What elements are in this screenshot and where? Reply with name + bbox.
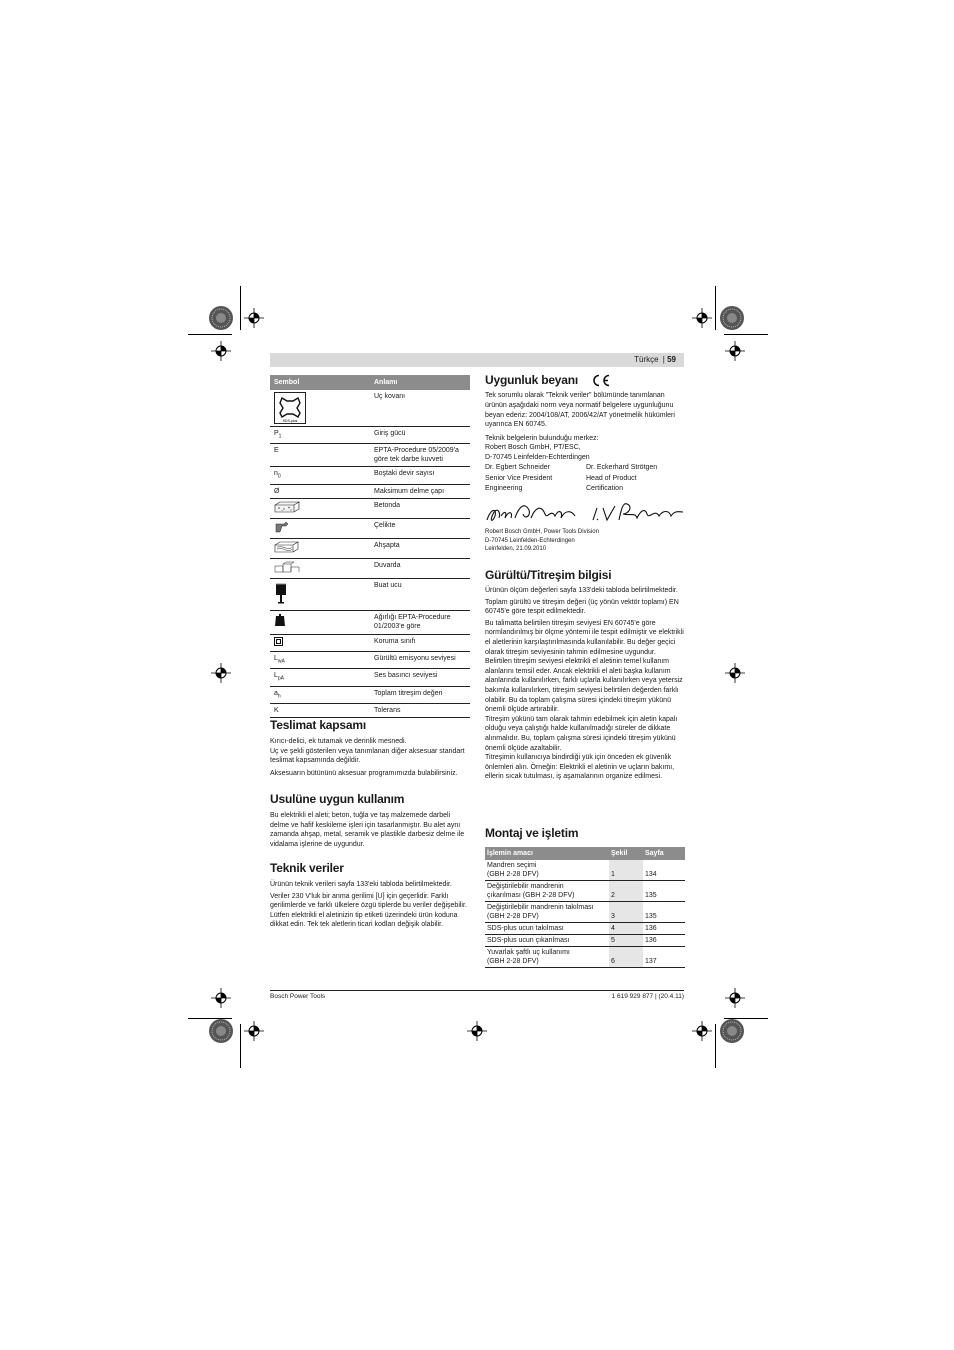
symbol-meaning: Boştaki devir sayısı (370, 467, 470, 484)
crosshair-mark-icon (692, 308, 712, 328)
signature-image (485, 498, 685, 528)
crosshair-mark-icon (725, 341, 745, 361)
tech-data-section (270, 861, 470, 930)
crosshair-mark-icon (211, 341, 231, 361)
paragraph: Lütfen elektrikli el aletinizin tip etiketi üzerindeki ürün koduna dikkat edin. Tek tek aletlerin ticari kodları değişik olabilir. (270, 911, 458, 929)
paragraph: Tek sorumlu olarak "Teknik veriler" bölümünde tanımlanan ürünün aşağıdaki norm veya normatif belgelere uygunluğunu beyan ederiz: 2004/108/AT, 2006/42/AT yönetmelik hükümleri uyarınca EN 60745. (485, 392, 675, 429)
table-row (270, 498, 470, 518)
header-language: Türkçe (634, 355, 659, 364)
symbol-meaning: Ağırlığı EPTA-Procedure 01/2003'e göre (370, 610, 470, 634)
assembly-section (485, 826, 685, 840)
page-cell: 134 (643, 860, 685, 881)
page-column-header: Sayfa (643, 847, 685, 860)
sds-plus-label: SDS-plus (282, 419, 298, 423)
symbol-meaning: Buat ucu (370, 578, 470, 610)
table-row (485, 902, 685, 923)
table-row (270, 484, 470, 498)
page-cell: 136 (643, 923, 685, 935)
docs-address-line: Robert Bosch GmbH, PT/ESC, (485, 444, 581, 452)
table-row (485, 935, 685, 947)
table-row (270, 703, 470, 717)
symbol-meaning: Ahşapta (370, 538, 470, 558)
paragraph: Ürünün ölçüm değerleri sayfa 133'deki tabloda belirtilmektedir. (485, 587, 678, 594)
symbol-column-header: Sembol (270, 375, 370, 390)
paragraph: Belirtilen titreşim seviyesi elektrikli el aletinin temel kullanım alanlarını temsil eder. Ancak elektrikli el aleti başka kullanım alanlarında kullanılırken, farklı uçlarla kullanılırken veya yetersiz bakımla kullanılırken, titreşim seviyesi belirtilen değerden farklı olabilir. Bu da toplam çalışma süresi içindeki titreşim yükünü önemli ölçüde artırabilir. (485, 658, 683, 714)
table-row (270, 634, 470, 651)
paragraph: Titreşim yükünü tam olarak tahmin edebilmek için aletin kapalı olduğu veya çalıştığı halde kullanılmadığı süreler de dikkate alınmalıdır. Bu, toplam çalışma süresi içindeki titreşim yükünü önemli ölçüde azaltabilir. (485, 715, 678, 752)
header-separator: | (662, 355, 665, 364)
symbol-meaning: Tolerans (370, 703, 470, 717)
page-cell: 137 (643, 947, 685, 968)
crosshair-mark-icon (244, 1021, 264, 1041)
table-row (270, 538, 470, 558)
page-cell: 135 (643, 881, 685, 902)
figure-cell: 5 (609, 935, 643, 947)
table-row (270, 518, 470, 538)
symbol-meaning: Gürültü emisyonu seviyesi (370, 651, 470, 668)
conformity-section (485, 373, 685, 554)
noise-section (485, 568, 685, 782)
purpose-cell: Değiştirilebilir mandrenin takılması (GBH 2-28 DFV) (485, 902, 609, 923)
symbol-meaning: Betonda (370, 498, 470, 518)
registration-mark-icon (719, 1018, 745, 1044)
symbol-meaning: Uç kovanı (370, 390, 470, 427)
section-heading: Gürültü/Titreşim bilgisi (485, 568, 612, 582)
crosshair-mark-icon (467, 1021, 487, 1041)
figure-cell: 3 (609, 902, 643, 923)
signer-role: Engineering (485, 485, 523, 493)
symbol-cell: $L_{wA}$ (270, 651, 370, 668)
intended-use-section (270, 792, 470, 849)
signer-role: Head of Product (586, 474, 637, 482)
assembly-table (485, 847, 685, 968)
crosshair-mark-icon (692, 1021, 712, 1041)
crosshair-mark-icon (244, 308, 264, 328)
paragraph: Bu elektrikli el aleti; beton, tuğla ve taş malzemede darbeli delme ve hafif keskileme işleri için tasarlanmıştır. Bu alet aynı zamanda ahşap, metal, seramik ve plastikle darbesiz delme ile vidalama işlerine de uygundur. (270, 812, 465, 848)
wood-icon (274, 541, 300, 553)
concrete-icon (274, 501, 300, 513)
symbol-cell: E (270, 444, 370, 467)
symbol-meaning: Giriş gücü (370, 427, 470, 444)
figure-cell: 6 (609, 947, 643, 968)
symbol-meaning: EPTA-Procedure 05/2009'a göre tek darbe kuvveti (370, 444, 470, 467)
protection-class-icon (274, 637, 283, 646)
table-row (270, 427, 470, 444)
section-heading: Montaj ve işletim (485, 826, 579, 840)
purpose-cell: Yuvarlak şaftlı uç kullanımı (GBH 2-28 DFV) (485, 947, 609, 968)
symbol-meaning: Koruma sınıfı (370, 634, 470, 651)
table-row (270, 444, 470, 467)
paragraph: Aksesuarın bütününü aksesuar programımızda bulabilirsiniz. (270, 769, 458, 777)
meaning-column-header: Anlamı (370, 375, 470, 390)
symbol-cell: K (270, 703, 370, 717)
table-row (270, 578, 470, 610)
symbol-meaning: Toplam titreşim değeri (370, 686, 470, 703)
page-cell: 135 (643, 902, 685, 923)
core-bit-icon (274, 581, 288, 605)
paragraph: Ürünün teknik verileri sayfa 133'eki tabloda belirtilmektedir. (270, 881, 452, 888)
conformity-title: Uygunluk beyanı (485, 373, 579, 387)
table-row (485, 860, 685, 881)
symbol-meaning: Ses basıncı seviyesi (370, 669, 470, 686)
registration-mark-icon (719, 305, 745, 331)
section-heading: Usulüne uygun kullanım (270, 792, 405, 806)
table-row (485, 947, 685, 968)
symbol-table (270, 375, 470, 718)
crosshair-mark-icon (211, 663, 231, 683)
company-line: Leinfelden, 21.09.2010 (485, 546, 547, 553)
page-number: 59 (667, 355, 676, 364)
company-line: Robert Bosch GmbH, Power Tools Division (485, 528, 599, 535)
figure-cell: 4 (609, 923, 643, 935)
table-row (270, 686, 470, 703)
registration-mark-icon (208, 1018, 234, 1044)
paragraph: Uç ve şekli gösterilen veya tanımlanan diğer aksesuar standart teslimat kapsamında değildir. (270, 747, 465, 765)
purpose-cell: SDS-plus ucun takılması (485, 923, 609, 935)
purpose-cell: SDS-plus ucun çıkarılması (485, 935, 609, 947)
symbol-meaning: Çelikte (370, 518, 470, 538)
crosshair-mark-icon (725, 663, 745, 683)
registration-mark-icon (208, 305, 234, 331)
table-row (485, 923, 685, 935)
docs-label: Teknik belgelerin bulunduğu merkez: (485, 434, 599, 442)
purpose-cell: Değiştirilebilir mandrenin çıkarılması (GBH 2-28 DFV) (485, 881, 609, 902)
paragraph: Bu talimatta belirtilen titreşim seviyesi EN 60745'e göre normlandırılmış bir ölçme yöntemi ile tespit edilmiştir ve elektrikli el aletlerinin karşılaştırılmasında kullanılabilir. Bu değer geçici olarak titreşim seviyesinin tahmin edilmesine uygundur. (485, 619, 684, 656)
signer-name: Dr. Eckerhard Strötgen (586, 464, 658, 472)
purpose-column-header: İşlemin amacı (485, 847, 609, 860)
figure-column-header: Şekil (609, 847, 643, 860)
paragraph: Kırıcı-delici, ek tutamak ve derinlik mesnedi. (270, 738, 407, 745)
symbol-cell: $L_{pA}$ (270, 669, 370, 686)
table-row (270, 390, 470, 427)
symbol-cell: $P_1$ (270, 427, 370, 444)
symbol-meaning: Duvarda (370, 558, 470, 578)
steel-icon (274, 521, 300, 533)
table-row (485, 881, 685, 902)
signers (485, 463, 685, 495)
page-header (270, 353, 684, 367)
table-row (270, 651, 470, 668)
symbol-cell: $a_h$ (270, 686, 370, 703)
symbol-table-header (270, 375, 470, 390)
footer-left: Bosch Power Tools (270, 993, 326, 1000)
paragraph: Titreşimin kullanıcıya bindirdiği yük için önceden ek güvenlik önlemleri alın. Örneğin: Elektrikli el aletinin ve uçların bakımı, ellerin sıcak tutulması, iş aşamalarının organize edilmesi. (485, 754, 675, 781)
signer-role: Senior Vice President (485, 474, 553, 482)
masonry-icon (274, 561, 300, 573)
page-cell: 136 (643, 935, 685, 947)
delivery-section (270, 718, 470, 778)
docs-address-line: D-70745 Leinfelden-Echterdingen (485, 453, 590, 461)
company-line: D-70745 Leinfelden-Echterdingen (485, 537, 575, 544)
signer-role: Certification (586, 485, 623, 493)
table-row (270, 467, 470, 484)
weight-icon (274, 613, 286, 627)
table-row (270, 669, 470, 686)
ce-mark-icon (591, 374, 611, 387)
symbol-cell: Ø (270, 484, 370, 498)
symbol-meaning: Maksimum delme çapı (370, 484, 470, 498)
signer-name: Dr. Egbert Schneider (485, 464, 550, 472)
table-row (270, 558, 470, 578)
sds-plus-icon (274, 392, 306, 424)
purpose-cell: Mandren seçimi (GBH 2-28 DFV) (485, 860, 609, 881)
paragraph: Veriler 230 V'luk bir anma gerilimi [U] için geçerlidir. Farklı gerilimlerde ve farklı ülkelere özgü tiplerde bu veriler değişebilir. (270, 892, 467, 910)
paragraph: Toplam gürültü ve titreşim değeri (üç yönün vektör toplamı) EN 60745'e göre tespit edilmektedir. (485, 598, 679, 616)
footer-right: 1 619 929 877 | (20.4.11) (611, 993, 684, 1000)
figure-cell: 1 (609, 860, 643, 881)
symbol-cell: $n_0$ (270, 467, 370, 484)
assembly-table-header (485, 847, 685, 860)
section-heading: Teslimat kapsamı (270, 718, 366, 732)
table-row (270, 610, 470, 634)
section-heading (485, 373, 685, 387)
crosshair-mark-icon (725, 988, 745, 1008)
figure-cell: 2 (609, 881, 643, 902)
crosshair-mark-icon (211, 988, 231, 1008)
section-heading: Teknik veriler (270, 861, 344, 875)
footer-rule (270, 990, 684, 991)
